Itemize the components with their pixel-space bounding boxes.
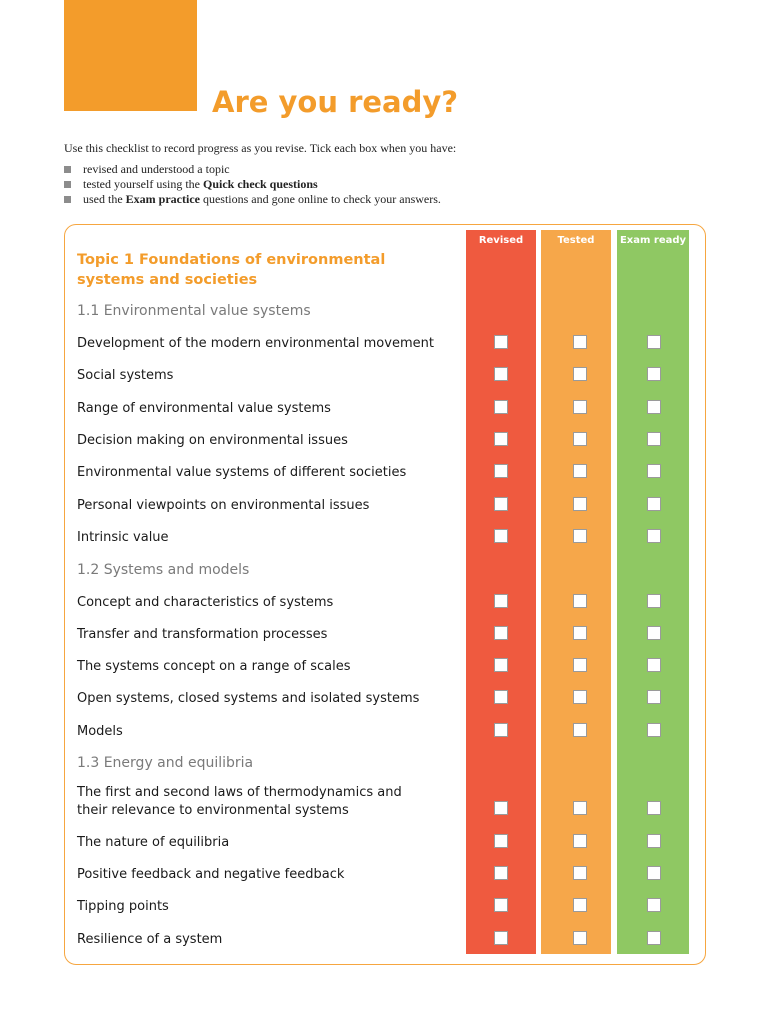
revised-checkbox[interactable] xyxy=(494,898,508,912)
exam-ready-checkbox[interactable] xyxy=(647,367,661,381)
bullet-square-icon xyxy=(64,181,71,188)
revised-checkbox[interactable] xyxy=(494,367,508,381)
revised-checkbox[interactable] xyxy=(494,529,508,543)
tested-checkbox[interactable] xyxy=(573,367,587,381)
exam-ready-checkbox[interactable] xyxy=(647,497,661,511)
revised-checkbox[interactable] xyxy=(494,931,508,945)
exam-ready-checkbox[interactable] xyxy=(647,658,661,672)
revised-checkbox[interactable] xyxy=(494,866,508,880)
tested-checkbox[interactable] xyxy=(573,497,587,511)
revised-checkbox[interactable] xyxy=(494,626,508,640)
tested-checkbox[interactable] xyxy=(573,432,587,446)
bullet-square-icon xyxy=(64,166,71,173)
tested-checkbox[interactable] xyxy=(573,626,587,640)
checklist-item-label: Models xyxy=(77,724,123,739)
exam-ready-checkbox[interactable] xyxy=(647,335,661,349)
tested-checkbox[interactable] xyxy=(573,931,587,945)
instruction-item: tested yourself using the Quick check questions xyxy=(64,177,441,192)
checklist-item-label: Transfer and transformation processes xyxy=(77,627,328,642)
tested-checkbox[interactable] xyxy=(573,400,587,414)
exam-ready-checkbox[interactable] xyxy=(647,690,661,704)
tested-checkbox[interactable] xyxy=(573,866,587,880)
tested-checkbox[interactable] xyxy=(573,690,587,704)
exam-ready-checkbox[interactable] xyxy=(647,723,661,737)
tested-checkbox[interactable] xyxy=(573,529,587,543)
orange-corner-block xyxy=(64,0,197,111)
revised-checkbox[interactable] xyxy=(494,594,508,608)
tested-checkbox[interactable] xyxy=(573,594,587,608)
checklist-item-label: Resilience of a system xyxy=(77,932,223,947)
exam-ready-checkbox[interactable] xyxy=(647,931,661,945)
section-heading: 1.1 Environmental value systems xyxy=(77,303,311,319)
bullet-square-icon xyxy=(64,196,71,203)
revised-checkbox[interactable] xyxy=(494,400,508,414)
tested-checkbox[interactable] xyxy=(573,898,587,912)
instruction-item: revised and understood a topic xyxy=(64,162,441,177)
tested-checkbox[interactable] xyxy=(573,801,587,815)
tested-checkbox[interactable] xyxy=(573,335,587,349)
tested-checkbox[interactable] xyxy=(573,834,587,848)
checklist-item-label: The systems concept on a range of scales xyxy=(77,659,351,674)
revised-checkbox[interactable] xyxy=(494,801,508,815)
tested-checkbox[interactable] xyxy=(573,658,587,672)
checklist-item-label: Environmental value systems of different societies xyxy=(77,465,407,480)
exam-ready-checkbox[interactable] xyxy=(647,529,661,543)
topic-title: Topic 1 Foundations of environmental systems and societies xyxy=(77,252,386,288)
revised-checkbox[interactable] xyxy=(494,335,508,349)
column-header-revised: Revised xyxy=(478,235,524,246)
column-header-tested: Tested xyxy=(557,235,595,246)
exam-ready-checkbox[interactable] xyxy=(647,866,661,880)
checklist-item-label: Development of the modern environmental movement xyxy=(77,336,434,351)
exam-ready-checkbox[interactable] xyxy=(647,464,661,478)
revised-checkbox[interactable] xyxy=(494,464,508,478)
exam-ready-checkbox[interactable] xyxy=(647,801,661,815)
checklist-item-label: The nature of equilibria xyxy=(77,835,230,850)
section-heading: 1.3 Energy and equilibria xyxy=(77,755,254,771)
revised-checkbox[interactable] xyxy=(494,690,508,704)
checklist-item-label: Social systems xyxy=(77,368,174,383)
tested-checkbox[interactable] xyxy=(573,723,587,737)
checklist-item-label: Tipping points xyxy=(77,899,169,914)
exam-ready-checkbox[interactable] xyxy=(647,898,661,912)
revised-checkbox[interactable] xyxy=(494,658,508,672)
revised-checkbox[interactable] xyxy=(494,497,508,511)
checklist-item-label: Positive feedback and negative feedback xyxy=(77,867,345,882)
checklist-item-label: Intrinsic value xyxy=(77,530,169,545)
instruction-item: used the Exam practice questions and gone online to check your answers. xyxy=(64,192,441,207)
column-header-exam-ready: Exam ready xyxy=(619,235,687,246)
revised-checkbox[interactable] xyxy=(494,834,508,848)
tested-checkbox[interactable] xyxy=(573,464,587,478)
exam-ready-checkbox[interactable] xyxy=(647,432,661,446)
page-title: Are you ready? xyxy=(212,85,459,119)
revised-checkbox[interactable] xyxy=(494,723,508,737)
checklist-item-label: Decision making on environmental issues xyxy=(77,433,348,448)
instruction-list xyxy=(64,162,441,207)
exam-ready-checkbox[interactable] xyxy=(647,400,661,414)
exam-ready-checkbox[interactable] xyxy=(647,834,661,848)
checklist-item-label: Open systems, closed systems and isolated systems xyxy=(77,691,420,706)
exam-ready-checkbox[interactable] xyxy=(647,594,661,608)
checklist-item-label: Range of environmental value systems xyxy=(77,401,331,416)
checklist-item-label: Personal viewpoints on environmental issues xyxy=(77,498,370,513)
intro-text: Use this checklist to record progress as you revise. Tick each box when you have: xyxy=(64,141,457,155)
checklist-item-label: The first and second laws of thermodynamics and their relevance to environmental systems xyxy=(77,785,402,818)
checklist-item-label: Concept and characteristics of systems xyxy=(77,595,334,610)
exam-ready-checkbox[interactable] xyxy=(647,626,661,640)
revised-checkbox[interactable] xyxy=(494,432,508,446)
section-heading: 1.2 Systems and models xyxy=(77,562,250,578)
